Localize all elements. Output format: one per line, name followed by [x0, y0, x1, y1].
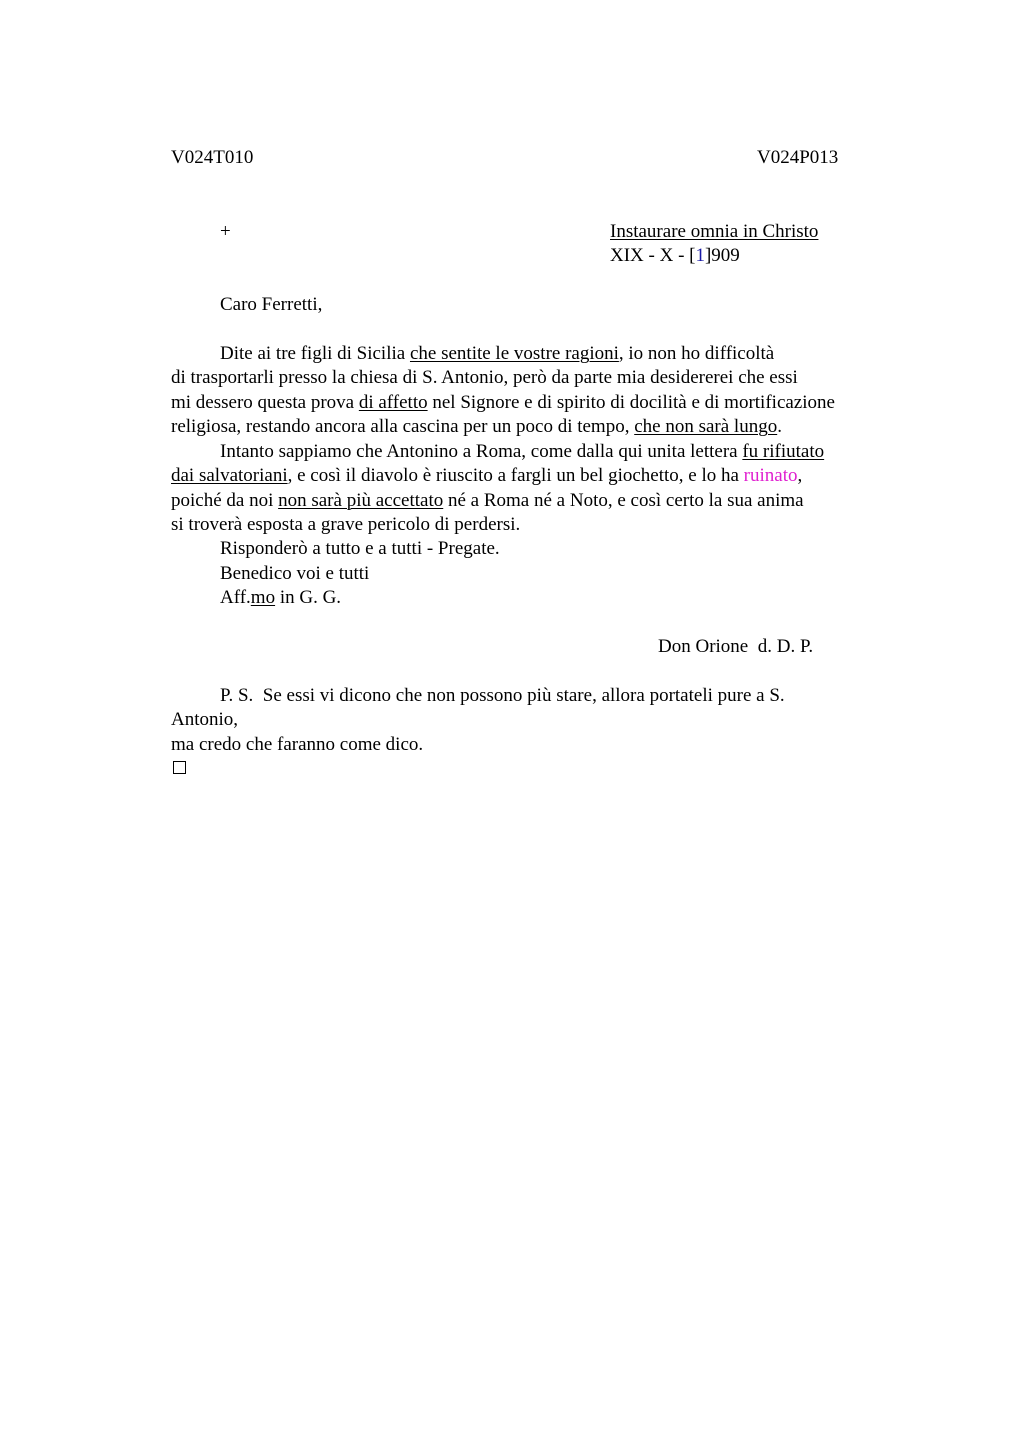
paragraph-2-line-1: Intanto sappiamo che Antonino a Roma, come dalla qui unita lettera fu rifiutato [220, 441, 825, 462]
postscript-line-2: Antonio, [171, 709, 239, 730]
paragraph-1-line-4: religiosa, restando ancora alla cascina per un poco di tempo, che non sarà lungo. [171, 416, 782, 437]
closing-affectionate: Aff.mo in G. G. [220, 587, 342, 608]
paragraph-2-line-3: poiché da noi non sarà più accettato né a Roma né a Noto, e così certo la sua anima [171, 490, 804, 511]
signature: Don Orione d. D. P. [658, 636, 814, 657]
postscript-line-1: P. S. Se essi vi dicono che non possono più stare, allora portateli pure a S. [220, 685, 785, 706]
date-bracket-digit: 1 [695, 245, 705, 266]
cross-symbol: + [220, 221, 231, 242]
paragraph-1-line-1: Dite ai tre figli di Sicilia che sentite le vostre ragioni, io non ho difficoltà [220, 343, 775, 364]
header-right-code: V024P013 [757, 147, 839, 168]
paragraph-1-line-2: di trasportarli presso la chiesa di S. Antonio, però da parte mia desidererei che essi [171, 367, 798, 388]
paragraph-1-line-3: mi dessero questa prova di affetto nel Signore e di spirito di docilità e di mortificazione [171, 392, 835, 413]
header-left-code: V024T010 [171, 147, 254, 168]
postscript-line-3: ma credo che faranno come dico. [171, 734, 424, 755]
paragraph-2-line-2: dai salvatoriani, e così il diavolo è riuscito a fargli un bel giochetto, e lo ha ruinato, [171, 465, 803, 486]
highlighted-word: ruinato [743, 465, 798, 486]
closing-line-1: Risponderò a tutto e a tutti - Pregate. [220, 538, 500, 559]
end-square-icon [173, 761, 186, 775]
closing-line-2: Benedico voi e tutti [220, 563, 370, 584]
motto: Instaurare omnia in Christo [610, 221, 819, 242]
salutation: Caro Ferretti, [220, 294, 323, 315]
letter-date: XIX - X - [1]909 [610, 245, 740, 266]
paragraph-2-line-4: si troverà esposta a grave pericolo di perdersi. [171, 514, 521, 535]
